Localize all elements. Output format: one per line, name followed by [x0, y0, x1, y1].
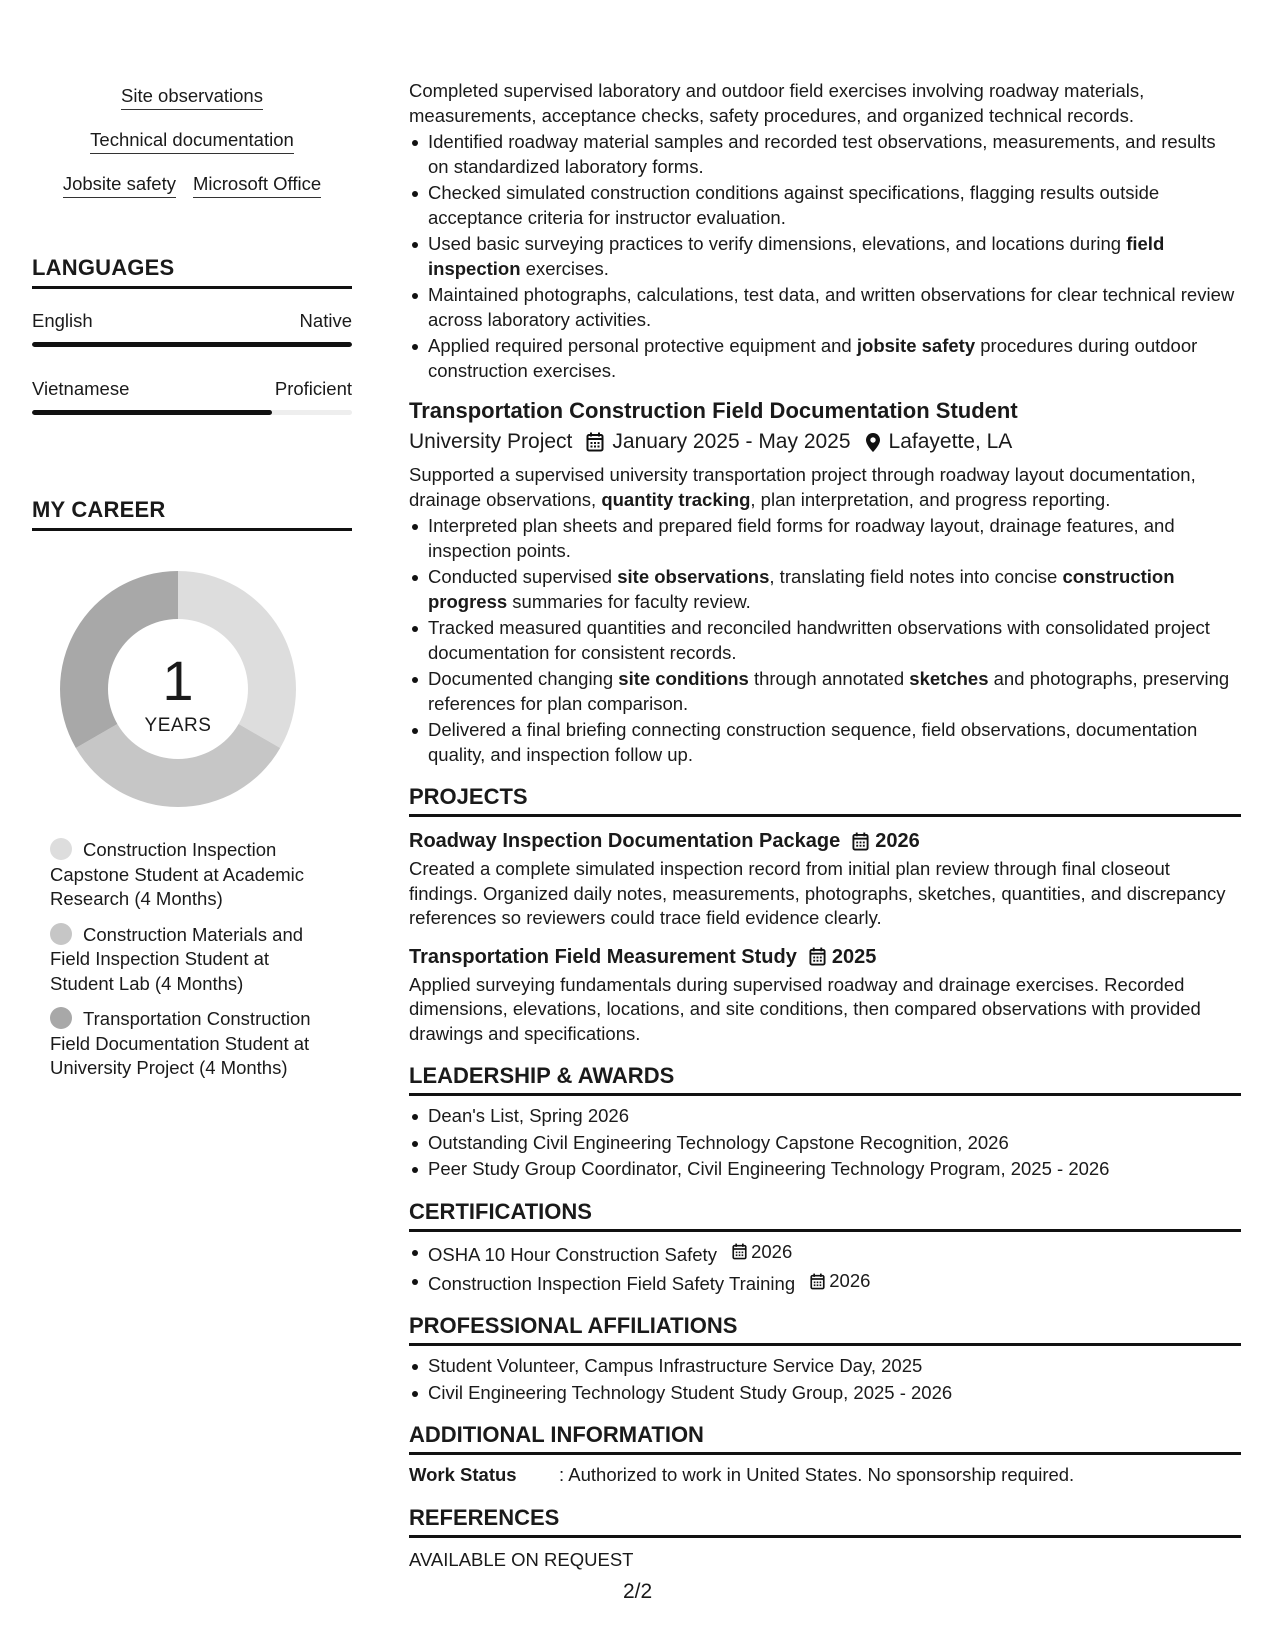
bullet-item: Checked simulated construction conditions against specifications, flagging results outside acceptance criteria for instructor evaluation.: [409, 181, 1241, 230]
affiliations-heading: PROFESSIONAL AFFILIATIONS: [409, 1312, 1241, 1346]
language-name: English: [32, 310, 93, 331]
career-legend: [50, 838, 330, 1092]
languages-heading: LANGUAGES: [32, 255, 352, 289]
award-item: Dean's List, Spring 2026: [409, 1104, 1241, 1129]
projects-heading: PROJECTS: [409, 783, 1241, 817]
awards-list: [409, 1104, 1241, 1182]
job-bullets: [409, 514, 1241, 767]
affiliation-item: Civil Engineering Technology Student Study Group, 2025 - 2026: [409, 1381, 1241, 1406]
career-donut-chart: [56, 567, 300, 811]
work-status-row: [409, 1463, 1241, 1488]
award-item: Peer Study Group Coordinator, Civil Engineering Technology Program, 2025 - 2026: [409, 1157, 1241, 1182]
project-year: 2025: [831, 945, 877, 968]
main-content: [409, 79, 1241, 1572]
language-bar: [32, 410, 352, 415]
certification-name: Construction Inspection Field Safety Training: [428, 1272, 796, 1294]
affiliations-list: [409, 1354, 1241, 1405]
career-years-label: YEARS: [144, 715, 212, 736]
experience-bullets: [409, 130, 1241, 383]
language-level: Native: [299, 310, 352, 331]
job-summary: Supported a supervised university transportation project through roadway layout documentation, drainage observations, quantity tracking, plan interpretation, and progress reporting.: [409, 464, 1196, 510]
language-bar-fill: [32, 342, 352, 347]
legend-dot: [50, 923, 72, 945]
legend-dot: [50, 838, 72, 860]
job-title: Transportation Construction Field Documentation Student: [409, 398, 1018, 423]
language-item: [32, 377, 352, 415]
career-heading: MY CAREER: [32, 497, 352, 531]
award-item: Outstanding Civil Engineering Technology Capstone Recognition, 2026: [409, 1131, 1241, 1156]
certifications-list: [409, 1240, 1241, 1297]
references-text: AVAILABLE ON REQUEST: [409, 1548, 634, 1570]
legend-label: Construction Materials and Field Inspection Student at Student Lab (4 Months): [50, 923, 304, 994]
certification-item: [409, 1269, 1241, 1296]
bullet-item: Tracked measured quantities and reconciled handwritten observations with consolidated project documentation for consistent records.: [409, 616, 1241, 665]
certification-year: 2026: [829, 1269, 871, 1291]
legend-item: [50, 838, 330, 912]
bullet-item: Identified roadway material samples and recorded test observations, measurements, and results on standardized laboratory forms.: [409, 130, 1241, 179]
map-pin-icon: [865, 432, 881, 453]
languages-section: [32, 255, 352, 415]
legend-dot: [50, 1007, 72, 1029]
language-bar: [32, 342, 352, 347]
language-item: [32, 309, 352, 347]
calendar-icon: [732, 1243, 747, 1260]
project-title-row: [409, 943, 1241, 971]
language-level: Proficient: [274, 378, 352, 399]
job-organization: University Project: [409, 430, 573, 453]
skills-list: [32, 84, 352, 198]
bullet-item: Interpreted plan sheets and prepared field forms for roadway layout, drainage features, and inspection points.: [409, 514, 1241, 563]
bullet-item: Delivered a final briefing connecting construction sequence, field observations, documentation quality, and inspection follow up.: [409, 718, 1241, 767]
skill-tag: Site observations: [121, 84, 263, 110]
certifications-heading: CERTIFICATIONS: [409, 1198, 1241, 1232]
skill-tag: Microsoft Office: [193, 172, 321, 198]
job-meta: [409, 427, 1241, 457]
legend-label: Construction Inspection Capstone Student at Academic Research (4 Months): [50, 839, 305, 909]
certification-item: [409, 1240, 1241, 1267]
calendar-icon: [852, 832, 869, 851]
work-status-label: Work Status: [409, 1464, 517, 1485]
bullet-item: Applied required personal protective equipment and jobsite safety procedures during outdoor construction exercises.: [409, 334, 1241, 383]
legend-label: Transportation Construction Field Documentation Student at University Project (4 Months): [50, 1008, 311, 1078]
experience-intro: Completed supervised laboratory and outdoor field exercises involving roadway materials, measurements, acceptance checks, safety procedures, and organized technical records.: [409, 80, 1145, 126]
bullet-item: Used basic surveying practices to verify dimensions, elevations, and locations during field inspection exercises.: [409, 232, 1241, 281]
career-section: [32, 497, 352, 531]
additional-info-heading: ADDITIONAL INFORMATION: [409, 1421, 1241, 1455]
calendar-icon: [810, 1273, 825, 1290]
certification-year: 2026: [751, 1240, 793, 1262]
job-dates: January 2025 - May 2025: [612, 430, 851, 453]
page-number: 2/2: [623, 1580, 653, 1603]
affiliation-item: Student Volunteer, Campus Infrastructure Service Day, 2025: [409, 1354, 1241, 1379]
skill-tag: Jobsite safety: [63, 172, 176, 198]
project-year: 2026: [875, 830, 920, 852]
calendar-icon: [586, 432, 604, 452]
project-description: Created a complete simulated inspection record from initial plan review through final closeout findings. Organized daily notes, measurements, photographs, sketches, quantities, and discrepancy references so reviewers could trace field evidence clearly.: [409, 858, 1226, 928]
language-bar-fill: [32, 410, 272, 415]
work-status-value: : Authorized to work in United States. No sponsorship required.: [559, 1464, 1075, 1485]
project-description: Applied surveying fundamentals during supervised roadway and drainage exercises. Recorded dimensions, elevations, locations, and site conditions, then compared observations with provided drawings and specifications.: [409, 973, 1201, 1044]
calendar-icon: [809, 947, 826, 966]
project-title-row: [409, 827, 1241, 855]
career-years-value: 1: [162, 649, 194, 712]
project-title: Roadway Inspection Documentation Package: [409, 830, 841, 852]
job-location: Lafayette, LA: [888, 430, 1013, 453]
project-title: Transportation Field Measurement Study: [409, 945, 797, 968]
bullet-item: Documented changing site conditions through annotated sketches and photographs, preserving references for plan comparison.: [409, 667, 1241, 716]
references-heading: REFERENCES: [409, 1504, 1241, 1538]
awards-heading: LEADERSHIP & AWARDS: [409, 1062, 1241, 1096]
certification-name: OSHA 10 Hour Construction Safety: [428, 1243, 717, 1265]
donut-center: [56, 567, 300, 811]
legend-item: [50, 1007, 330, 1081]
skill-tag: Technical documentation: [90, 128, 294, 154]
legend-item: [50, 923, 330, 997]
bullet-item: Conducted supervised site observations, translating field notes into concise construction progress summaries for faculty review.: [409, 565, 1241, 614]
bullet-item: Maintained photographs, calculations, test data, and written observations for clear technical review across laboratory activities.: [409, 283, 1241, 332]
language-name: Vietnamese: [32, 378, 130, 399]
